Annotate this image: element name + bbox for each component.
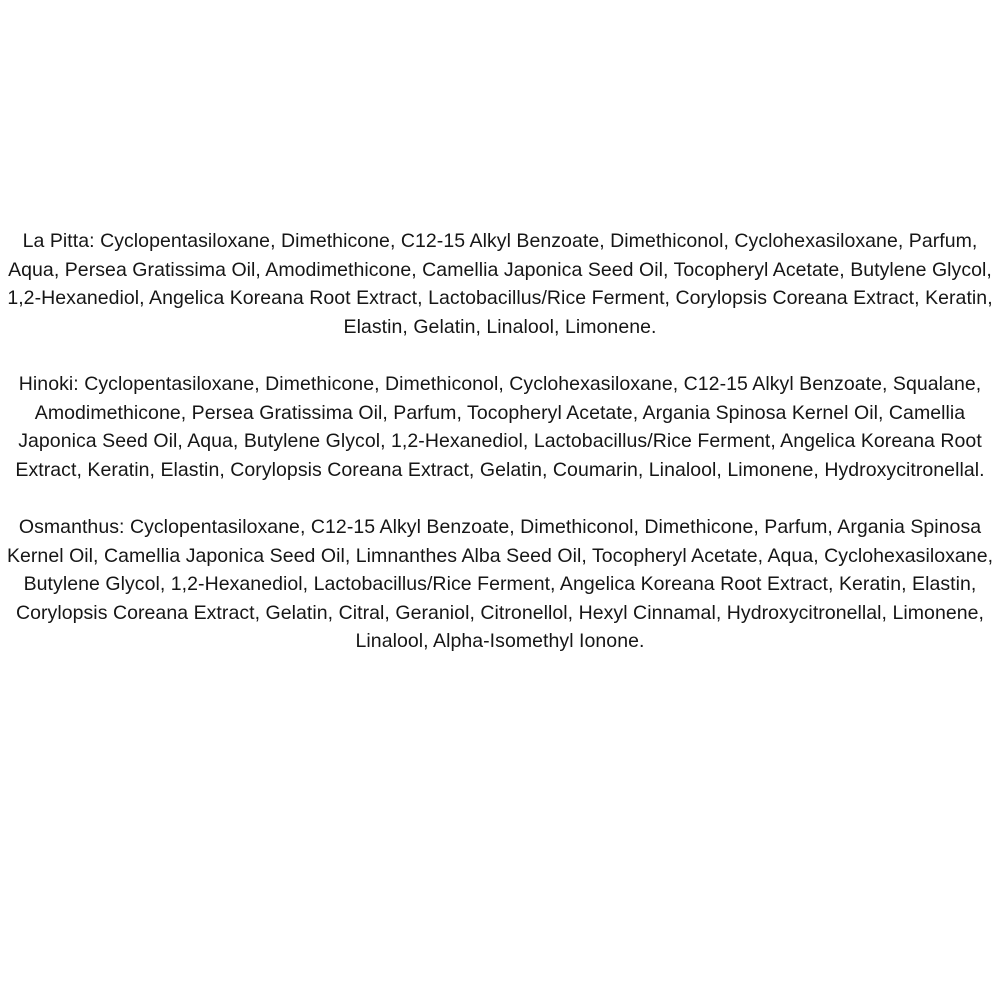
ingredients-osmanthus: Osmanthus: Cyclopentasiloxane, C12-15 Alkyl Benzoate, Dimethiconol, Dimethicone, Parfum, Argania Spinosa Kernel Oil, Camellia Japonica Seed Oil, Limnanthes Alba Seed Oil, Tocopheryl Acetate, Aqua, Cyclohexasiloxane, Butylene Glycol, 1,2-Hexanediol, Lactobacillus/Rice Ferment, Angelica Koreana Root Extract, Keratin, Elastin, Corylopsis Coreana Extract, Gelatin, Citral, Geraniol, Citronellol, Hexyl Cinnamal, Hydroxycitronellal, Limonene, Linalool, Alpha-Isomethyl Ionone. — [6, 515, 994, 653]
ingredients-la-pitta: La Pitta: Cyclopentasiloxane, Dimethicone, C12-15 Alkyl Benzoate, Dimethiconol, Cyclohexasiloxane, Parfum, Aqua, Persea Gratissima Oil, Amodimethicone, Camellia Japonica Seed Oil, Tocopheryl Acetate, Butylene Glycol, 1,2-Hexanediol, Angelica Koreana Root Extract, Lactobacillus/Rice Ferment, Corylopsis Coreana Extract, Keratin, Elastin, Gelatin, Linalool, Limonene. — [7, 230, 993, 338]
ingredients-hinoki: Hinoki: Cyclopentasiloxane, Dimethicone, Dimethiconol, Cyclohexasiloxane, C12-15 Alkyl Benzoate, Squalane, Amodimethicone, Persea Gratissima Oil, Parfum, Tocopheryl Acetate, Argania Spinosa Kernel Oil, Camellia Japonica Seed Oil, Aqua, Butylene Glycol, 1,2-Hexanediol, Lactobacillus/Rice Ferment, Angelica Koreana Root Extract, Keratin, Elastin, Corylopsis Coreana Extract, Gelatin, Coumarin, Linalool, Limonene, Hydroxycitronellal. — [15, 372, 985, 481]
